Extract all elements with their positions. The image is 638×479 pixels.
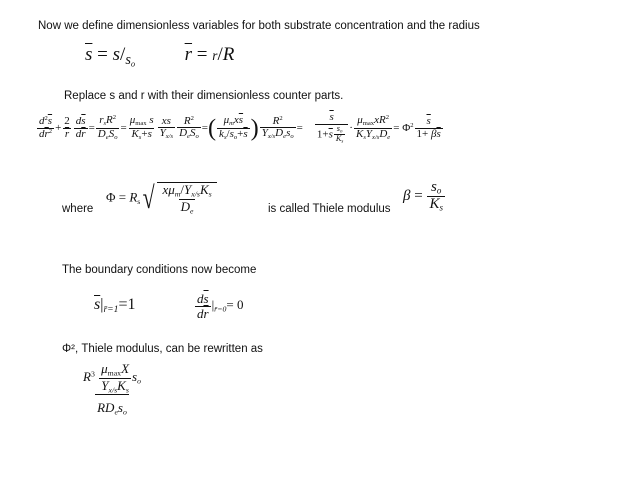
- boundary-text: The boundary conditions now become: [62, 264, 257, 276]
- rewrite-text: Φ², Thiele modulus, can be rewritten as: [62, 343, 263, 355]
- eq-dimensionless-defs: $\overline{s} = s/_{s_o}$ $\overline{r} = r/R$: [85, 44, 235, 69]
- eq-beta: β = $\frac{s_o}{K_s}$: [403, 179, 443, 213]
- intro-text: Now we define dimensionless variables for both substrate concentration and the radius: [38, 20, 480, 32]
- thiele-label: is called Thiele modulus: [268, 203, 391, 215]
- eq-boundary-1: $\overline{s}|_{r̄=1}=1$: [94, 296, 136, 315]
- where-label: where: [62, 203, 94, 215]
- replace-text: Replace s and r with their dimensionless counter parts.: [64, 90, 344, 102]
- eq-thiele-rewritten: $R^3$ $\frac{\mu_{max}X}{Y_{x/s}K_s}$ $s_o$ $RD_es_o$: [83, 361, 141, 417]
- eq-thiele-definition: $\Phi = R_s$ √ $\frac{x\mu_m/Y_{x/s}K_s}{D_e}$: [106, 182, 217, 215]
- eq-boundary-2: $\frac{d\overline{s}}{d\overline{r}}$ $|_{r̄=0}= 0$: [197, 291, 244, 321]
- eq-main-dimensionless: $\frac{d^2\overline{s}}{d\overline{r}^2}$ + $\frac{2}{r}$ $\frac{d\overline{s}}{d\overline{r}}$ = $\frac{r_sR^2}{D_eS_o}$ = $\frac{\mu_{max} s}{K_s+s}$ $\frac{xs}{Y_{x/s}}$ $\frac{R^2}{D_eS_o}$ =( $\frac{\mu_mx\overline{s}}{k_s/s_o+\overline{s}}$ ) $\frac{R^2}{Y_{x/s}D_es_o}$ = $\overline{s}$ $1+\overline{s}$ $\frac{s_o}{K_s}$ · $\frac{\mu_{max}xR^2}{K_sY_{x/s}D_e}$ = $\Phi^2$ $\frac{\overline{s}}{1+ \beta\overline{s}}$: [39, 111, 441, 145]
